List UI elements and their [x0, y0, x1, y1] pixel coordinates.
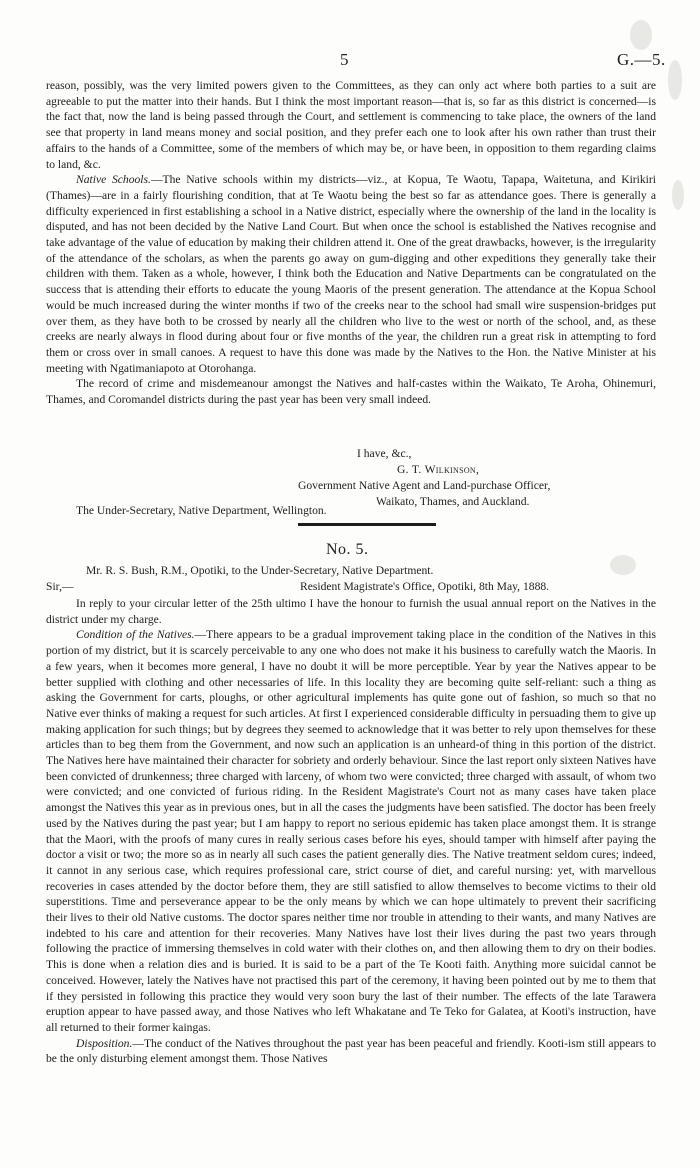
signatory-title-1: Government Native Agent and Land-purchase Officer, — [298, 479, 551, 492]
paragraph-condition — [46, 627, 656, 1035]
native-schools-body: —The Native schools within my districts—viz., at Kopua, Te Waotu, Tapapa, Waitetuna, and Kirikiri (Thames)—are in a fairly flourishing condition, that at Te Waotu being the best so far as attendance goes. There is generally a difficulty experienced in first establishing a school in a Native district, especially where the ownership of the land in the locality is disputed, and has not been decided by the Native Land Court. But when once the school is established the Natives recognise and take advantage of the value of education by making their children attend it. One of the great drawbacks, however, is the irregularity of the attendance of the scholars, as when the parents go away on gum-digging and other expeditions they generally take their children with them. Taken as a whole, however, I think both the Education and Native Departments can be congratulated on the success that is attending their efforts to educate the young Maoris of the present generation. The attendance at the Kopua School would be much increased during the winter months if two of the creeks near to the school had small wire suspension-bridges put over them, as they have both to be crossed by nearly all the children who live to the west or north of the school, and, as these creeks are nearly always in flood during about four or five months of the year, the children run a great risk in attempting to ford them or cross over in small canoes. A request to have this done was made by the Natives to the Hon. the Native Minister at his meeting with Ngatimaniapoto at Otorohanga. — [46, 173, 656, 375]
document-reference: G.—5. — [617, 50, 666, 69]
paragraph-crime-record: The record of crime and misdemeanour amongst the Natives and half-castes within the Waikato, Te Aroha, Ohinemuri, Thames, and Coromandel districts during the past year has been very small indeed. — [46, 377, 656, 407]
salutation: Sir,— — [46, 580, 74, 593]
paper-stain — [672, 180, 684, 210]
section-divider — [298, 523, 436, 526]
disposition-heading: Disposition. — [76, 1036, 133, 1050]
paper-stain — [610, 555, 636, 575]
condition-heading: Condition of the Natives. — [76, 628, 195, 642]
condition-body: —There appears to be a gradual improvement taking place in the condition of the Natives in this portion of my district, but it is scarcely perceivable to any one who does not make it his business to carefully watch the Maoris. In a few years, when it becomes more general, I have no doubt it will be more perceptible. Year by year the Natives appear to be better supplied with clothing and other necessaries of life. In this locality they are becoming quite self-reliant: such a thing as asking the Government for carts, ploughs, or other agricultural implements has quite gone out of fashion, so much so that no Native ever thinks of making a request for such articles. At first I experienced considerable difficulty in persuading them to give up making application for such things; but by degrees they seemed to acknowledge that it was better to rely upon themselves for these articles than to beg them from the Government, and now such an application is an unheard-of thing in this portion of the district. The Natives here have maintained their character for sobriety and orderly behaviour. Since the last report only sixteen Natives have been convicted of drunkenness; three charged with larceny, of whom two were convicted; three charged with assault, of whom two were convicted; and one convicted of furious riding. In the Resident Magistrate's Court not as many cases have taken place amongst the Natives this year as in previous ones, but in all the cases the judgments have been satisfied. The doctor has been freely used by the Natives during the past year; but I am happy to report no serious epidemic has taken place amongst them. It is strange that the Maori, with the proofs of many cures in really serious cases before his eyes, should tamper with himself after paying the doctor a visit or two; the more so as in nearly all such cases the patient generally dies. The Native treatment seldom cures; indeed, it cannot in any serious case, which requires professional care, strict course of diet, and careful nursing: yet, with marvellous recoveries in cases attended by the doctor before them, they are still satisfied to allow themselves to become victims to their old superstitions. Time and perseverance appear to be the only means by which we can hope ultimately to prevent their sacrificing their lives to their old Native customs. The doctor spares neither time nor trouble in attending to their wants, and many Natives are indebted to his care and attention for their recoveries. Many Natives have lost their lives during the past two years through following the practice of immersing themselves in cold water with their clothes on, and then allowing them to dry on their bodies. This is done when a relation dies and is buried. It is said to be a part of the Te Kooti faith. Anything more suicidal cannot be conceived. However, lately the Natives have not practised this part of the ceremony, it having been pointed out by me to them that if they persisted in following this practice they would very soon bury the last of their number. The effects of the late Tarawera eruption appear to have passed away, and those Natives who left Whakatane and Te Teko for Galatea, at Kooti's instruction, have all returned to their former kaingas. — [46, 628, 656, 1034]
signatory-title-2: Waikato, Thames, and Auckland. — [376, 495, 530, 508]
paper-stain — [668, 60, 682, 100]
report-section-bush — [46, 596, 656, 1067]
paragraph-reply: In reply to your circular letter of the 25th ultimo I have the honour to furnish the usual annual report on the Natives in the district under my charge. — [46, 597, 656, 626]
paragraph-native-schools — [46, 172, 656, 376]
paragraph-committees: reason, possibly, was the very limited powers given to the Committees, as they can only act where both parties to a suit are agreeable to put the matter into their hands. But I think the most important reason—that is, so far as this district is concerned—is the fact that, now the land is being passed through the Court, and settlement is commencing to take place, the owners of the land see that property in land means money and social position, and they prefer each one to look after his own rather than trust their affairs to the hands of a Committee, some of the members of which may be, or have been, in opposition to them regarding claims to land, &c. — [46, 79, 656, 171]
office-date-line: Resident Magistrate's Office, Opotiki, 8th May, 1888. — [300, 580, 550, 593]
disposition-body: —The conduct of the Natives throughout the past year has been peaceful and friendly. Kooti-ism still appears to be the only disturbing element amongst them. Those Natives — [46, 1036, 656, 1066]
letter-from-line: Mr. R. S. Bush, R.M., Opotiki, to the Under-Secretary, Native Department. — [86, 564, 434, 577]
letter-number: No. 5. — [326, 541, 369, 558]
signatory-name: G. T. Wilkinson, — [397, 463, 480, 476]
addressee-line: The Under-Secretary, Native Department, Wellington. — [76, 504, 327, 517]
closing-phrase: I have, &c., — [357, 447, 412, 460]
paper-stain — [630, 20, 652, 50]
native-schools-heading: Native Schools. — [76, 173, 151, 187]
paragraph-disposition — [46, 1036, 656, 1067]
report-section-wilkinson — [46, 78, 656, 408]
page-number: 5 — [340, 50, 349, 69]
